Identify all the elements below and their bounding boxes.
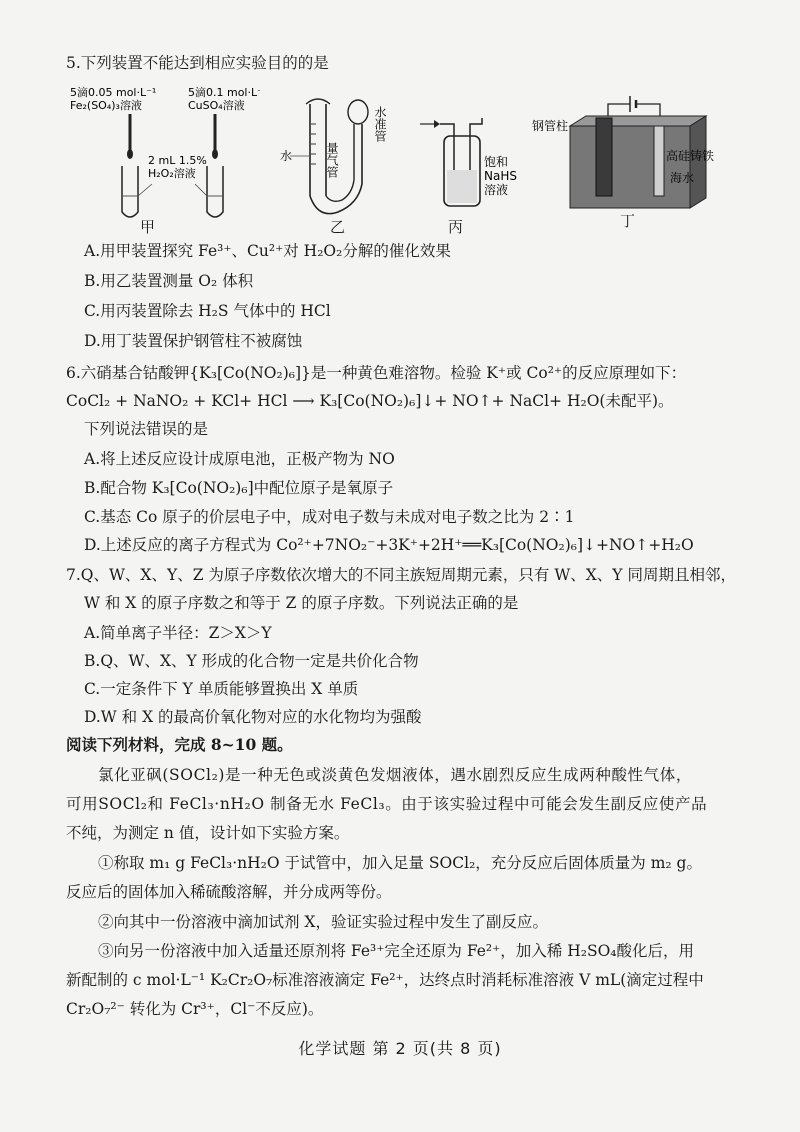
ding-sea: 海水 (670, 171, 695, 185)
material-step3-line3: Cr₂O₇²⁻ 转化为 Cr³⁺，Cl⁻不反应)。 (66, 1000, 324, 1018)
jia-reagent2-line2: CuSO₄溶液 (188, 99, 245, 112)
bing-label2: NaHS (484, 169, 517, 183)
q6-prompt: 下列说法错误的是 (84, 420, 209, 438)
material-step1-line1: ①称取 m₁ g FeCl₃·nH₂O 于试管中，加入足量 SOCl₂，充分反应后固体质量为 m₂ g。 (98, 854, 702, 872)
jia-reagent1-line2: Fe₂(SO₄)₃溶液 (70, 99, 142, 112)
q7-option-d: D.W 和 X 的最高价氧化物对应的水化物均为强酸 (84, 708, 422, 726)
q5-option-d: D.用丁装置保护钢管柱不被腐蚀 (84, 332, 303, 350)
material-step3-line2: 新配制的 c mol·L⁻¹ K₂Cr₂O₇标准溶液滴定 Fe²⁺，达终点时消耗标准溶液 V mL(滴定过程中 (66, 971, 704, 989)
yi-gas-tube: 量气管 (325, 142, 339, 178)
caption-yi: 乙 (330, 218, 346, 236)
material-p1-line3: 不纯，为测定 n 值，设计如下实验方案。 (66, 824, 350, 842)
ding-iron: 高硅铸铁 (666, 149, 715, 163)
apparatus-bing (420, 110, 530, 220)
bing-label1: 饱和 (484, 155, 509, 169)
caption-jia: 甲 (140, 218, 156, 236)
yi-water-tube: 水准管 (373, 106, 387, 142)
material-step2: ②向其中一份溶液中滴加试剂 X，验证实验过程中发生了副反应。 (98, 913, 548, 931)
material-heading: 阅读下列材料，完成 8~10 题。 (66, 735, 293, 754)
material-p1-line1: 氯化亚砜(SOCl₂)是一种无色或淡黄色发烟液体，遇水剧烈反应生成两种酸性气体， (98, 766, 692, 784)
material-p1-line2: 可用SOCl₂和 FeCl₃·nH₂O 制备无水 FeCl₃。由于该实验过程中可能会发生副反应使产品 (66, 795, 708, 813)
yi-water: 水 (280, 149, 293, 163)
jia-reagent1-line1: 5滴0.05 mol·L⁻¹ (70, 86, 157, 99)
q6-option-a: A.将上述反应设计成原电池，正极产物为 NO (84, 450, 395, 468)
jia-h2o2-line2: H₂O₂溶液 (148, 167, 196, 180)
apparatus-jia (70, 84, 260, 234)
jia-h2o2-line1: 2 mL 1.5% (148, 154, 207, 167)
material-step1-line2: 反应后的固体加入稀硫酸溶解，并分成两等份。 (66, 883, 392, 901)
apparatus-yi (280, 84, 400, 224)
q7-stem-line2: W 和 X 的原子序数之和等于 Z 的原子序数。下列说法正确的是 (84, 594, 519, 612)
q6-option-c: C.基态 Co 原子的价层电子中，成对电子数与未成对电子数之比为 2∶1 (84, 508, 575, 526)
q5-option-c: C.用丙装置除去 H₂S 气体中的 HCl (84, 302, 331, 320)
q6-option-b: B.配合物 K₃[Co(NO₂)₆]中配位原子是氧原子 (84, 479, 394, 497)
q6-option-d: D.上述反应的离子方程式为 Co²⁺+7NO₂⁻+3K⁺+2H⁺══K₃[Co(NO₂)₆]↓+NO↑+H₂O (84, 536, 694, 554)
q5-option-a: A.用甲装置探究 Fe³⁺、Cu²⁺对 H₂O₂分解的催化效果 (84, 242, 451, 260)
q7-option-a: A.简单离子半径：Z＞X＞Y (84, 624, 272, 642)
q5-option-b: B.用乙装置测量 O₂ 体积 (84, 272, 254, 290)
material-step3-line1: ③向另一份溶液中加入适量还原剂将 Fe³⁺完全还原为 Fe²⁺，加入稀 H₂SO₄酸化后，用 (98, 942, 695, 960)
q5-stem: 5.下列装置不能达到相应实验目的的是 (66, 54, 329, 72)
caption-bing: 丙 (448, 218, 464, 236)
q7-stem-line1: 7.Q、W、X、Y、Z 为原子序数依次增大的不同主族短周期元素，只有 W、X、Y 同周期且相邻， (66, 566, 736, 584)
ding-steel: 钢管柱 (532, 119, 569, 133)
apparatus-ding (530, 86, 740, 216)
q7-option-c: C.一定条件下 Y 单质能够置换出 X 单质 (84, 680, 359, 698)
page-footer: 化学试题 第 2 页(共 8 页) (298, 1039, 502, 1058)
bing-label3: 溶液 (484, 183, 509, 197)
q6-stem: 6.六硝基合钴酸钾{K₃[Co(NO₂)₆]}是一种黄色难溶物。检验 K⁺或 Co²⁺的反应原理如下： (66, 364, 687, 382)
caption-ding: 丁 (620, 212, 636, 230)
q7-option-b: B.Q、W、X、Y 形成的化合物一定是共价化合物 (84, 652, 419, 670)
q6-equation: CoCl₂ + NaNO₂ + KCl+ HCl ⟶ K₃[Co(NO₂)₆]↓+ NO↑+ NaCl+ H₂O(未配平)。 (66, 392, 674, 410)
jia-reagent2-line1: 5滴0.1 mol·L⁻¹ (188, 86, 260, 99)
